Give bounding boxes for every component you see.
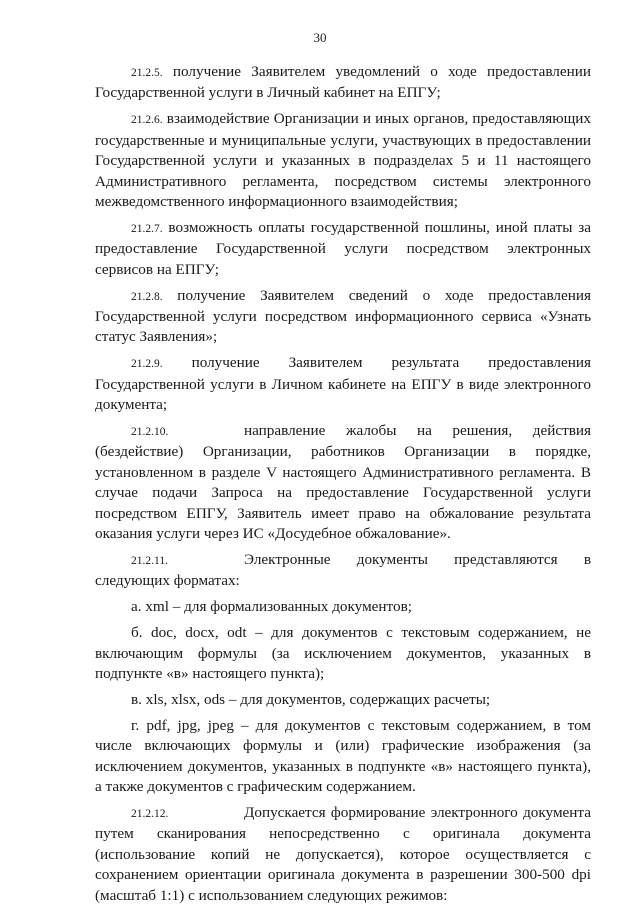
paragraph-21-2-7 [95,218,591,280]
item-text: направление жалобы на решения, действия (бездействие) Организации, работников Организации в порядке, установленном в разделе V настоящего Административного регламента. В случае подачи Запроса на предоставление Государственной услуги посредством ЕПГУ, Заявитель имеет право на обжалование результата оказания услуги через ИС «Досудебное обжалование». [95,422,591,543]
item-number: 21.2.12. [131,807,169,820]
item-text: взаимодействие Организации и иных органов, предоставляющих государственные и муниципальные услуги, участвующих в предоставлении Государственной услуги и указанных в подразделах 5 и 11 настоящего Административного регламента, посредством системы электронного межведомственного информационного взаимодействия; [95,110,591,210]
paragraph-21-2-11 [95,550,591,592]
page-number: 30 [313,30,327,45]
item-number: 21.2.5. [131,67,163,79]
format-item-v: в. xls, xlsx, ods – для документов, содержащих расчеты; [131,690,491,708]
paragraph-21-2-8 [95,286,591,348]
format-item-a: а. xml – для формализованных документов; [131,598,412,616]
item-text: Допускается формирование электронного документа путем сканирования непосредственно с оригинала документа (использование копий не допускается), которое осуществляется с сохранением ориентации оригинала документа в разрешении 300-500 dpi (масштаб 1:1) с использованием следующих режимов: [95,803,591,904]
item-number: 21.2.7. [131,222,163,235]
item-text: получение Заявителем результата предоставления Государственной услуги в Личном кабинете на ЕПГУ в виде электронного документа; [95,354,591,414]
item-number: 21.2.9. [131,358,163,371]
item-number: 21.2.8. [131,290,163,303]
paragraph-21-2-9 [95,353,591,415]
item-number: 21.2.6. [131,114,163,127]
item-number: 21.2.10. [131,426,169,438]
format-item-g: г. pdf, jpg, jpeg – для документов с текстовым содержанием, в том числе включающих формулы и (или) графические изображения (за исключением документов, указанных в подпункте «в» настоящего пункта), а также документов с графическим содержанием. [95,716,591,795]
paragraph-21-2-10 [95,421,591,544]
item-text: получение Заявителем уведомлений о ходе предоставлении Государственной услуги в Личный кабинет на ЕПГУ; [95,63,591,102]
document-body [95,62,591,911]
paragraph-21-2-12 [95,803,591,906]
item-text: Электронные документы представляются в следующих форматах: [95,550,591,590]
paragraph-21-2-6 [95,109,591,212]
item-number: 21.2.11. [131,554,168,567]
item-text: возможность оплаты государственной пошлины, иной платы за предоставление Государственной услуги посредством электронных сервисов на ЕПГУ; [95,218,591,278]
format-item-b: б. doc, docx, odt – для документов с текстовым содержанием, не включающим формулы (за исключением документов, указанных в подпункте «в» настоящего пункта); [95,624,591,682]
paragraph-21-2-5 [95,62,591,104]
item-text: получение Заявителем сведений о ходе предоставления Государственной услуги посредством информационного сервиса «Узнать статус Заявления»; [95,286,591,346]
